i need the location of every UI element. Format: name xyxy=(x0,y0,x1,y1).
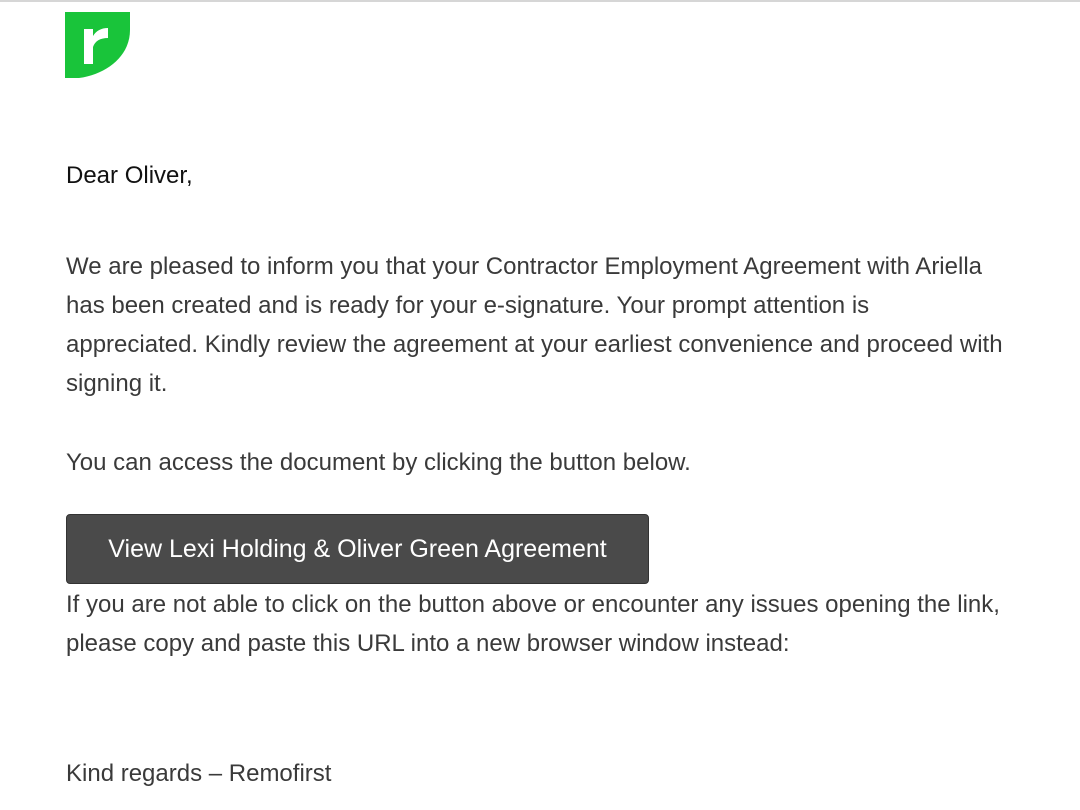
access-instructions: You can access the document by clicking the button below. xyxy=(66,449,691,476)
logo-r-icon xyxy=(65,12,130,78)
signoff-text: Kind regards – Remofirst xyxy=(66,760,332,787)
greeting-text: Dear Oliver, xyxy=(66,162,193,189)
fallback-url-instructions: If you are not able to click on the button above or encounter any issues opening the link, please copy and paste this URL into a new browser window instead: xyxy=(66,591,1000,657)
remofirst-logo-icon xyxy=(65,12,130,78)
view-agreement-button[interactable]: View Lexi Holding & Oliver Green Agreement xyxy=(66,514,649,584)
intro-paragraph: We are pleased to inform you that your Contractor Employment Agreement with Ariella has been created and is ready for your e-signature. Your prompt attention is appreciated. Kindly review the agreement at your earliest convenience and proceed with signing it. xyxy=(66,253,1003,397)
